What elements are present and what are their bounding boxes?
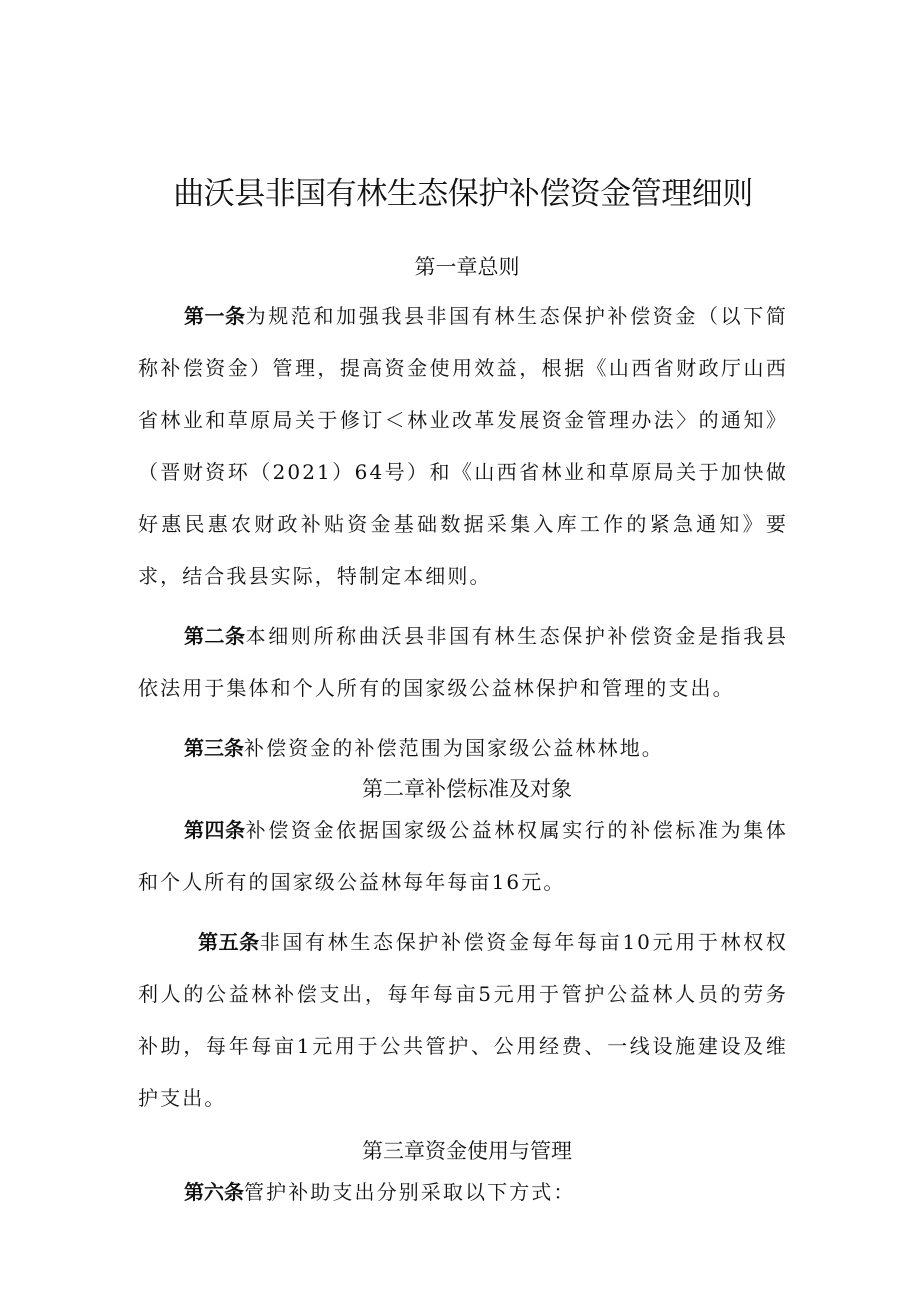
- chapter-3-heading: 第三章资金使用与管理: [362, 1139, 572, 1163]
- article-3-text: 补偿资金的补偿范围为国家级公益林林地。: [244, 736, 664, 760]
- article-3-number: 第三条: [184, 736, 244, 760]
- article-5-number: 第五条: [198, 930, 260, 954]
- article-2-text: 本细则所称曲沃县非国有林生态保护补偿资金是指我县依法用于集体和个人所有的国家级公益林保护和管理的支出。: [138, 624, 789, 700]
- article-5: [138, 916, 788, 1124]
- chapter-2-heading: 第二章补偿标准及对象: [362, 777, 572, 801]
- article-4-text: 补偿资金依据国家级公益林权属实行的补偿标准为集体和个人所有的国家级公益林每年每亩16元。: [138, 818, 789, 894]
- article-6: [138, 1166, 788, 1218]
- document-title: 曲沃县非国有林生态保护补偿资金管理细则: [173, 176, 753, 212]
- article-2-number: 第二条: [184, 624, 246, 648]
- article-1: [138, 290, 788, 602]
- article-4: [138, 804, 788, 908]
- article-6-number: 第六条: [184, 1180, 244, 1204]
- article-4-number: 第四条: [184, 818, 246, 842]
- article-1-number: 第一条: [184, 304, 246, 328]
- chapter-1-heading: 第一章总则: [414, 255, 520, 279]
- article-1-text: 为规范和加强我县非国有林生态保护补偿资金（以下简称补偿资金）管理，提高资金使用效益，根据《山西省财政厅山西省林业和草原局关于修订＜林业改革发展资金管理办法〉的通知》（晋财资环（2021）64号）和《山西省林业和草原局关于加快做好惠民惠农财政补贴资金基础数据采集入库工作的紧急通知》要求，结合我县实际，特制定本细则。: [138, 304, 789, 588]
- article-3: [138, 722, 788, 774]
- article-6-text: 管护补助支出分别采取以下方式：: [244, 1180, 576, 1204]
- article-5-text: 非国有林生态保护补偿资金每年每亩10元用于林权权利人的公益林补偿支出，每年每亩5元用于管护公益林人员的劳务补助，每年每亩1元用于公共管护、公用经费、一线设施建设及维护支出。: [138, 930, 788, 1110]
- article-2: [138, 610, 788, 714]
